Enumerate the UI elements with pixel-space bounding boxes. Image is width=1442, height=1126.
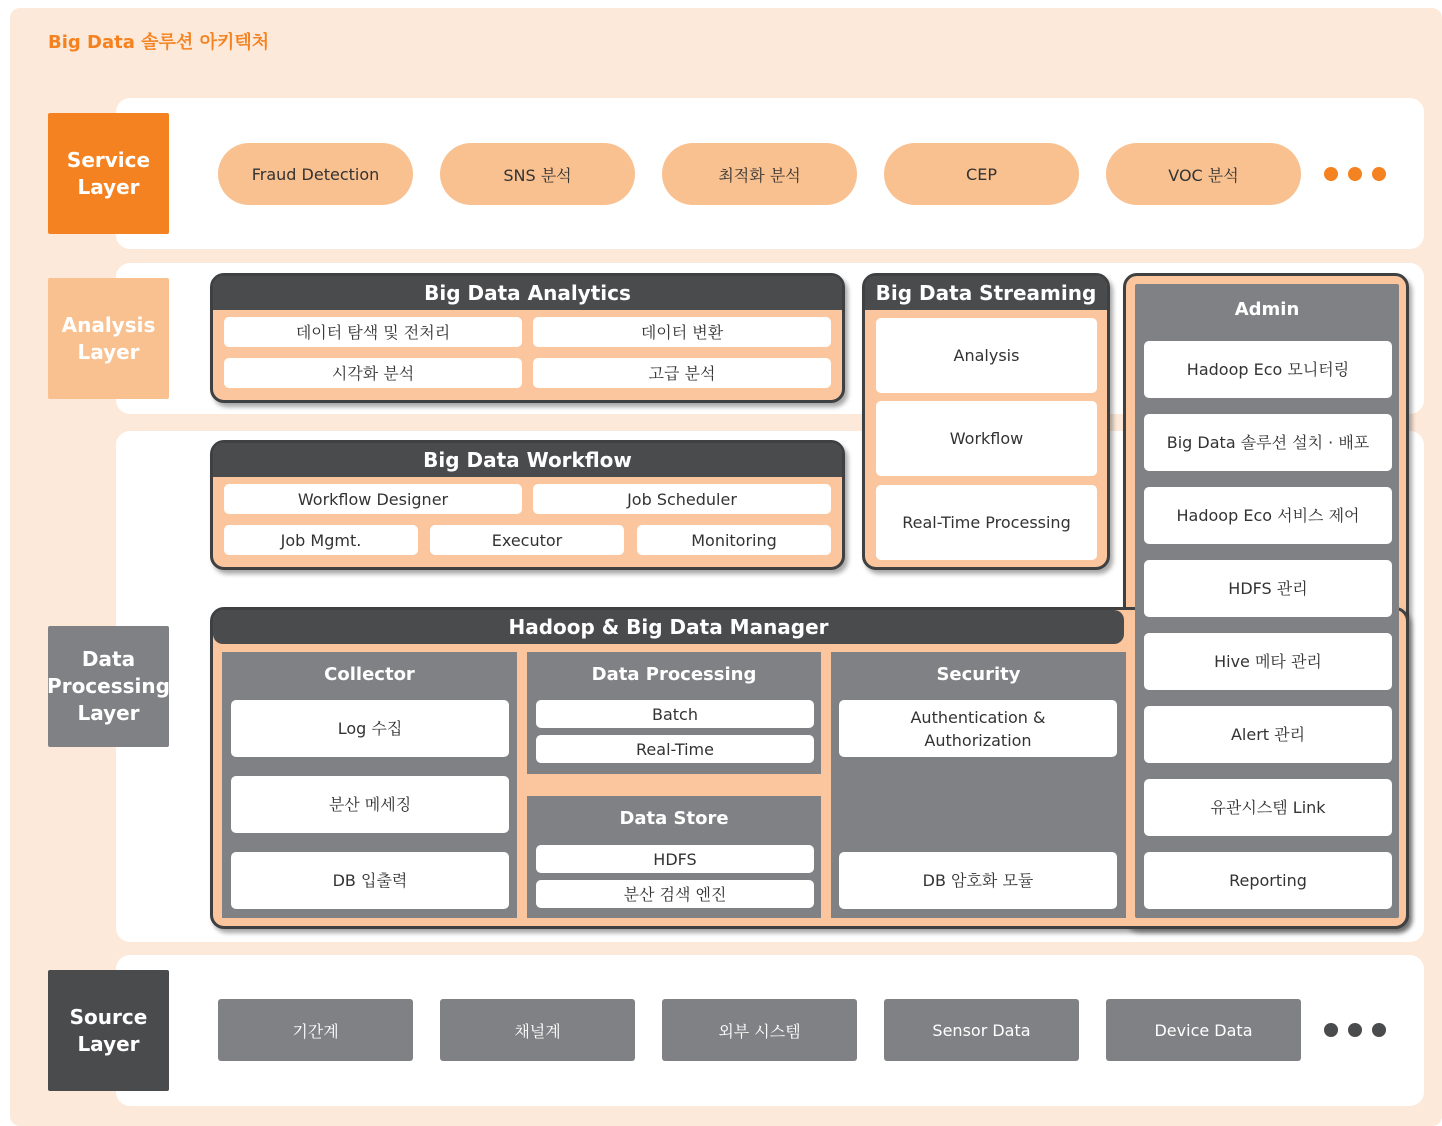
streaming-title: Big Data Streaming [865,276,1107,310]
source-item: 기간계 [218,999,413,1061]
store-item: HDFS [536,845,814,873]
workflow-title: Big Data Workflow [213,443,842,477]
admin-item: Reporting [1144,852,1392,909]
diagram-title: Big Data 솔루션 아키텍처 [48,32,270,53]
ellipsis-dot [1324,1023,1338,1037]
security-item: Authentication & Authorization [839,700,1117,757]
admin-item: Hadoop Eco 모니터링 [1144,341,1392,398]
source-item: Sensor Data [884,999,1079,1061]
streaming-item: Workflow [876,401,1097,476]
data-processing-layer-label: Data Processing Layer [48,626,169,747]
collector-title: Collector [324,663,415,685]
admin-item: Hadoop Eco 서비스 제어 [1144,487,1392,544]
ellipsis-dot [1372,167,1386,181]
processing-item: Real-Time [536,735,814,763]
admin-item: Hive 메타 관리 [1144,633,1392,690]
analytics-item: 데이터 변환 [533,317,831,347]
workflow-item: Job Scheduler [533,484,831,514]
processing-title: Data Processing [591,663,757,685]
streaming-item: Analysis [876,318,1097,393]
admin-item: Alert 관리 [1144,706,1392,763]
workflow-item: Job Mgmt. [224,525,418,555]
ellipsis-dot [1348,1023,1362,1037]
source-item: 채널계 [440,999,635,1061]
collector-item: 분산 메세징 [231,776,509,833]
admin-item: HDFS 관리 [1144,560,1392,617]
analytics-item: 고급 분석 [533,358,831,388]
security-title: Security [936,663,1021,685]
source-layer-label: Source Layer [48,970,169,1091]
collector-item: DB 입출력 [231,852,509,909]
store-title: Data Store [619,807,729,829]
service-item: SNS 분석 [440,143,635,205]
analytics-item: 데이터 탐색 및 전처리 [224,317,522,347]
service-item: 최적화 분석 [662,143,857,205]
processing-item: Batch [536,700,814,728]
ellipsis-dot [1348,167,1362,181]
workflow-item: Workflow Designer [224,484,522,514]
store-item: 분산 검색 엔진 [536,880,814,908]
service-item: VOC 분석 [1106,143,1301,205]
workflow-item: Executor [430,525,624,555]
security-item: DB 암호화 모듈 [839,852,1117,909]
analytics-item: 시각화 분석 [224,358,522,388]
service-layer-label: Service Layer [48,113,169,234]
source-item: Device Data [1106,999,1301,1061]
admin-title: Admin [1234,298,1300,320]
ellipsis-dot [1372,1023,1386,1037]
source-item: 외부 시스템 [662,999,857,1061]
analytics-title: Big Data Analytics [213,276,842,310]
admin-item: Big Data 솔루션 설치 · 배포 [1144,414,1392,471]
analysis-layer-label: Analysis Layer [48,278,169,399]
service-item: CEP [884,143,1079,205]
service-item: Fraud Detection [218,143,413,205]
collector-item: Log 수집 [231,700,509,757]
workflow-item: Monitoring [637,525,831,555]
manager-title: Hadoop & Big Data Manager [213,610,1124,644]
streaming-item: Real-Time Processing [876,485,1097,560]
admin-item: 유관시스템 Link [1144,779,1392,836]
ellipsis-dot [1324,167,1338,181]
